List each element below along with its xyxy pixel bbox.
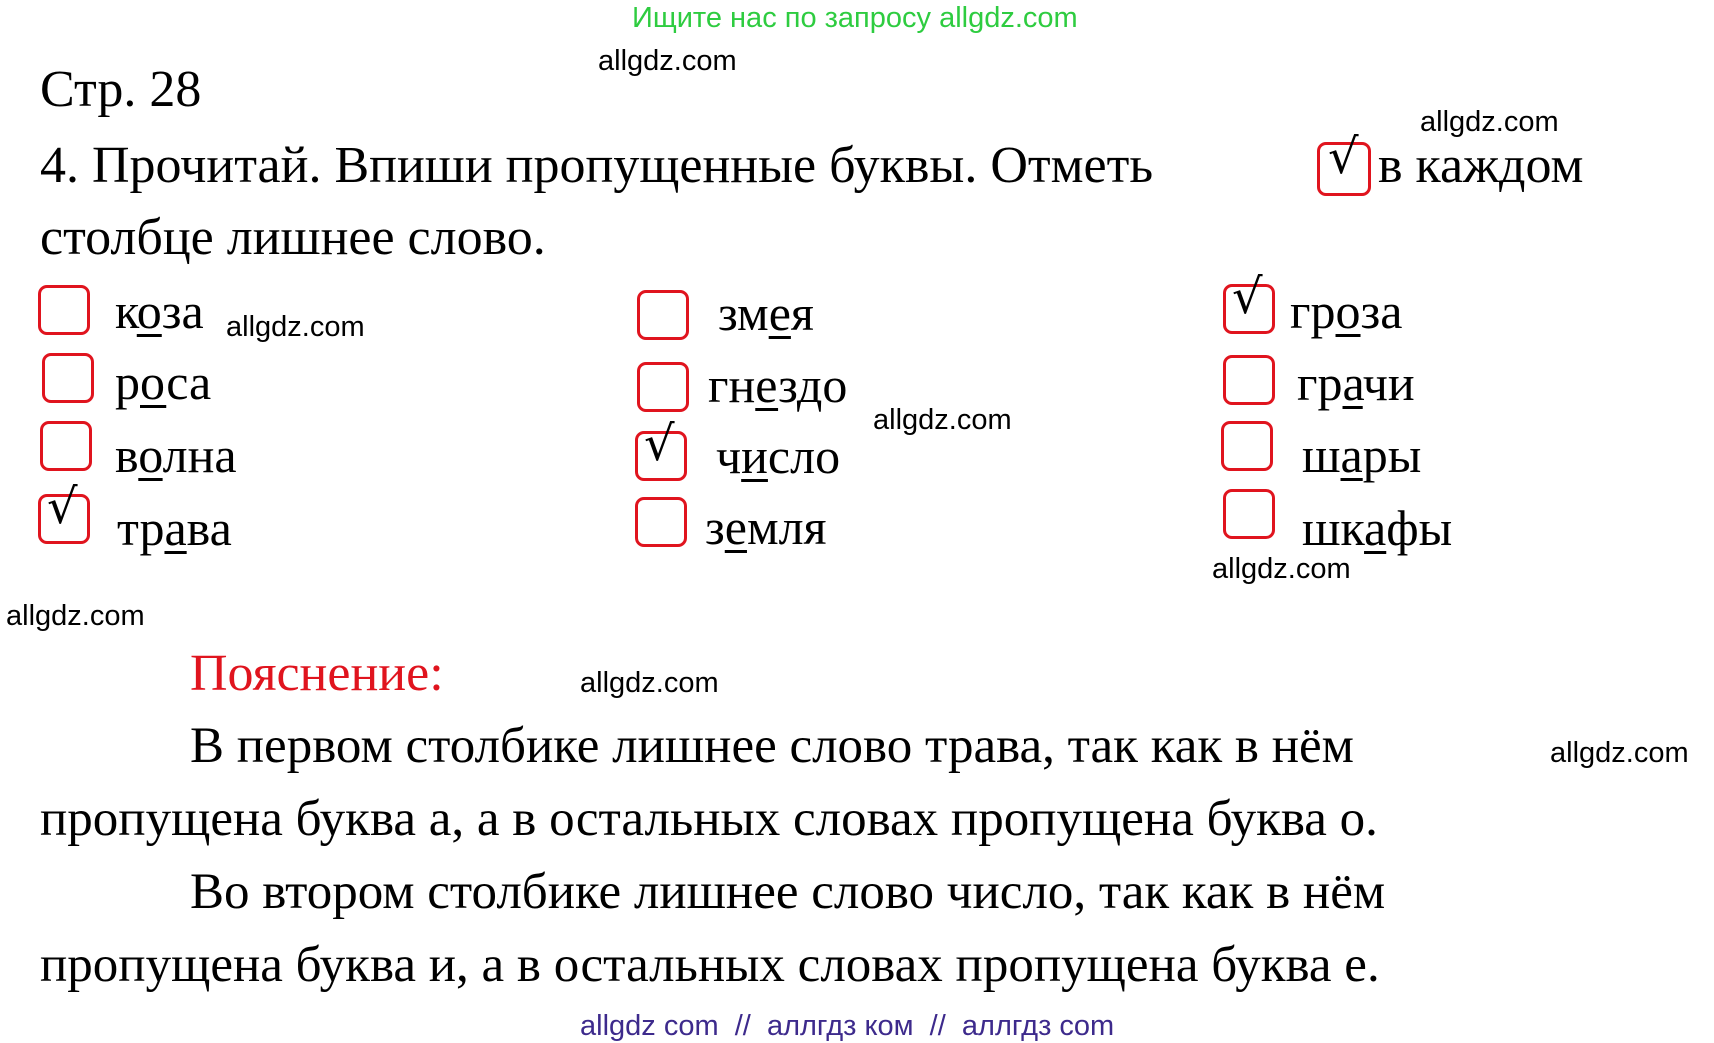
word-trava: трава bbox=[117, 500, 232, 556]
checkbox-chislo[interactable] bbox=[635, 416, 687, 481]
checkbox-zmeya[interactable] bbox=[637, 290, 689, 340]
word-koza: коза bbox=[115, 283, 204, 339]
checkbox-zemlya[interactable] bbox=[635, 497, 687, 547]
checkbox-groza[interactable] bbox=[1223, 269, 1275, 334]
word-grachi: грачи bbox=[1297, 355, 1415, 411]
check-mark-icon: √ bbox=[644, 416, 675, 472]
word-volna: волна bbox=[115, 427, 237, 483]
explanation-p2-line2: пропущена буква и, а в остальных словах пропущена буква е. bbox=[40, 937, 1380, 993]
explanation-title: Пояснение: bbox=[190, 645, 444, 702]
checkbox-koza[interactable] bbox=[38, 285, 90, 335]
checkbox-shkafy[interactable] bbox=[1223, 489, 1275, 539]
explanation-p2-line1: Во втором столбике лишнее слово число, так как в нём bbox=[190, 864, 1386, 920]
word-zemlya: земля bbox=[705, 499, 827, 555]
word-gnezdo: гнездо bbox=[708, 357, 848, 413]
page-label: Стр. 28 bbox=[40, 61, 202, 118]
explanation-p1-line1: В первом столбике лишнее слово трава, так как в нём bbox=[190, 718, 1354, 774]
task-line-1-end: в каждом bbox=[1378, 137, 1584, 194]
watermark: allgdz.com bbox=[873, 404, 1012, 436]
footer-watermark: allgdz com // аллгдз ком // аллгдз com bbox=[580, 1010, 1115, 1042]
checkbox-trava[interactable] bbox=[38, 479, 90, 544]
watermark: allgdz.com bbox=[226, 311, 365, 343]
word-chislo: число bbox=[716, 428, 841, 484]
task-line-1: 4. Прочитай. Впиши пропущенные буквы. Отметь bbox=[40, 137, 1154, 194]
promo-text: Ищите нас по запросу allgdz.com bbox=[632, 2, 1078, 34]
word-shkafy: шкафы bbox=[1302, 500, 1453, 556]
checkbox-gnezdo[interactable] bbox=[637, 362, 689, 412]
example-checkbox bbox=[1317, 129, 1371, 196]
checkbox-rosa[interactable] bbox=[42, 353, 94, 403]
check-mark-icon: √ bbox=[47, 479, 78, 535]
checkbox-grachi[interactable] bbox=[1223, 355, 1275, 405]
word-groza: гроза bbox=[1290, 283, 1403, 339]
watermark: allgdz.com bbox=[580, 667, 719, 699]
checkbox-volna[interactable] bbox=[40, 421, 92, 471]
word-shary: шары bbox=[1302, 427, 1422, 483]
watermark: allgdz.com bbox=[6, 600, 145, 632]
word-rosa: роса bbox=[115, 354, 212, 410]
task-line-2: столбце лишнее слово. bbox=[40, 209, 546, 266]
word-zmeya: змея bbox=[718, 285, 814, 341]
check-mark-icon: √ bbox=[1232, 269, 1263, 325]
explanation-p1-line2: пропущена буква а, а в остальных словах пропущена буква о. bbox=[40, 791, 1378, 847]
watermark: allgdz.com bbox=[598, 45, 737, 77]
check-mark-icon: √ bbox=[1328, 129, 1359, 185]
watermark: allgdz.com bbox=[1550, 737, 1689, 769]
checkbox-shary[interactable] bbox=[1221, 421, 1273, 471]
watermark: allgdz.com bbox=[1212, 553, 1351, 585]
watermark: allgdz.com bbox=[1420, 106, 1559, 138]
